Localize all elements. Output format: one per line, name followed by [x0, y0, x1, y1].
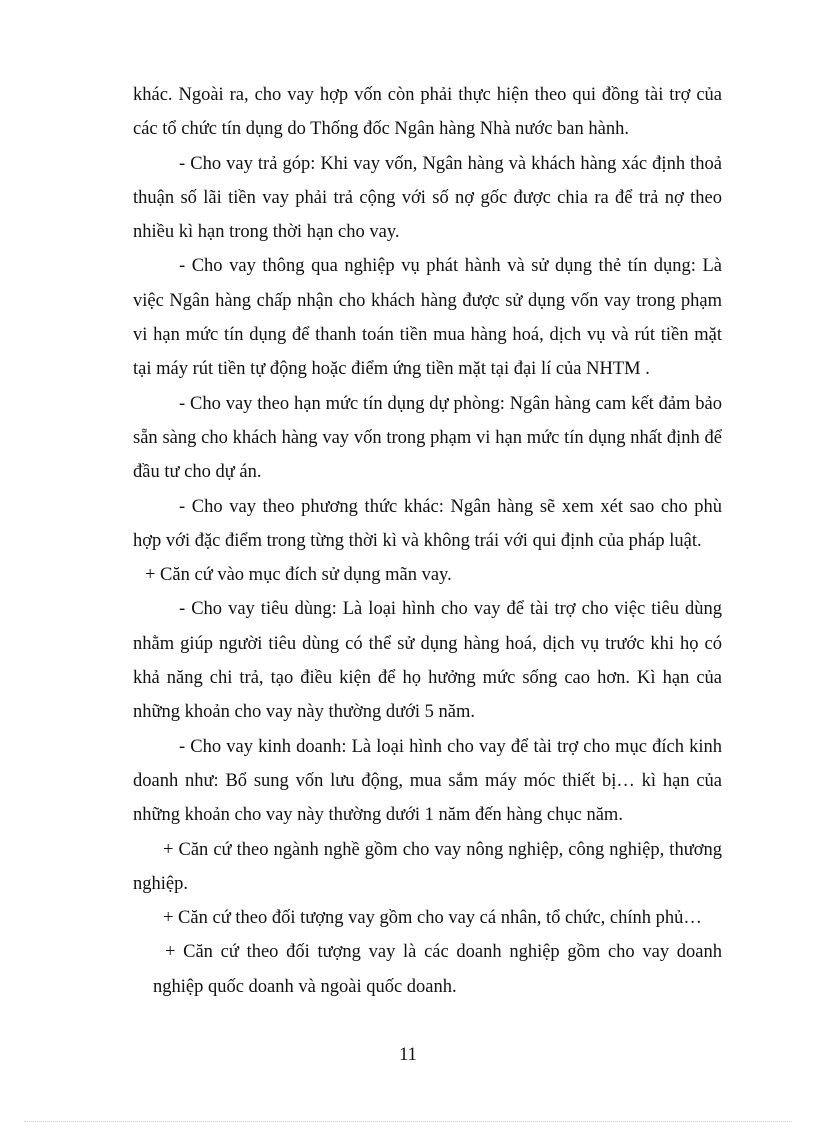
- paragraph-enterprise-basis: + Căn cứ theo đối tượng vay là các doanh nghiệp gồm cho vay doanh nghiệp quốc doanh và ngoài quốc doanh.: [153, 942, 722, 997]
- paragraph-consumer-loan: - Cho vay tiêu dùng: Là loại hình cho vay để tài trợ cho việc tiêu dùng nhằm giúp người tiêu dùng có thể sử dụng hàng hoá, dịch vụ trước khi họ có khả năng chi trả, tạo điều kiện để họ hưởng mức sống cao hơn. Kì hạn của những khoản cho vay này thường dưới 5 năm.: [133, 599, 722, 723]
- paragraph-continuation: khác. Ngoài ra, cho vay hợp vốn còn phải thực hiện theo qui đồng tài trợ của các tổ chức tín dụng do Thống đốc Ngân hàng Nhà nước ban hành.: [133, 85, 722, 140]
- paragraph-installment-loan: - Cho vay trả góp: Khi vay vốn, Ngân hàng và khách hàng xác định thoả thuận số lãi tiền vay phải trả cộng với số nợ gốc được chia ra để trả nợ theo nhiều kì hạn trong thời hạn cho vay.: [133, 153, 722, 243]
- paragraph-business-loan: - Cho vay kinh doanh: Là loại hình cho vay để tài trợ cho mục đích kinh doanh như: Bổ sung vốn lưu động, mua sắm máy móc thiết bị… kì hạn của những khoản cho vay này thường dưới 1 năm đến hàng chục năm.: [133, 736, 722, 826]
- page-number: 11: [399, 1045, 417, 1065]
- paragraph-industry-basis: + Căn cứ theo ngành nghề gồm cho vay nông nghiệp, công nghiệp, thương nghiệp.: [133, 839, 722, 894]
- paragraph-borrower-basis: + Căn cứ theo đối tượng vay gồm cho vay cá nhân, tổ chức, chính phủ…: [163, 908, 702, 929]
- body-text: [133, 78, 722, 1004]
- paragraph-credit-card-loan: - Cho vay thông qua nghiệp vụ phát hành và sử dụng thẻ tín dụng: Là việc Ngân hàng chấp nhận cho khách hàng được sử dụng vốn vay trong phạm vi hạn mức tín dụng để thanh toán tiền mua hàng hoá, dịch vụ và rút tiền mặt tại máy rút tiền tự động hoặc điểm ứng tiền mặt tại đại lí của NHTM .: [133, 256, 722, 380]
- paragraph-purpose-basis: + Căn cứ vào mục đích sử dụng mãn vay.: [145, 565, 452, 586]
- paragraph-other-method-loan: - Cho vay theo phương thức khác: Ngân hàng sẽ xem xét sao cho phù hợp với đặc điểm trong từng thời kì và không trái với qui định của pháp luật.: [133, 496, 722, 551]
- paragraph-standby-credit-loan: - Cho vay theo hạn mức tín dụng dự phòng: Ngân hàng cam kết đảm bảo sẵn sàng cho khách hàng vay vốn trong phạm vi hạn mức tín dụng nhất định để đầu tư cho dự án.: [133, 393, 722, 483]
- page-bottom-divider: [24, 1121, 792, 1122]
